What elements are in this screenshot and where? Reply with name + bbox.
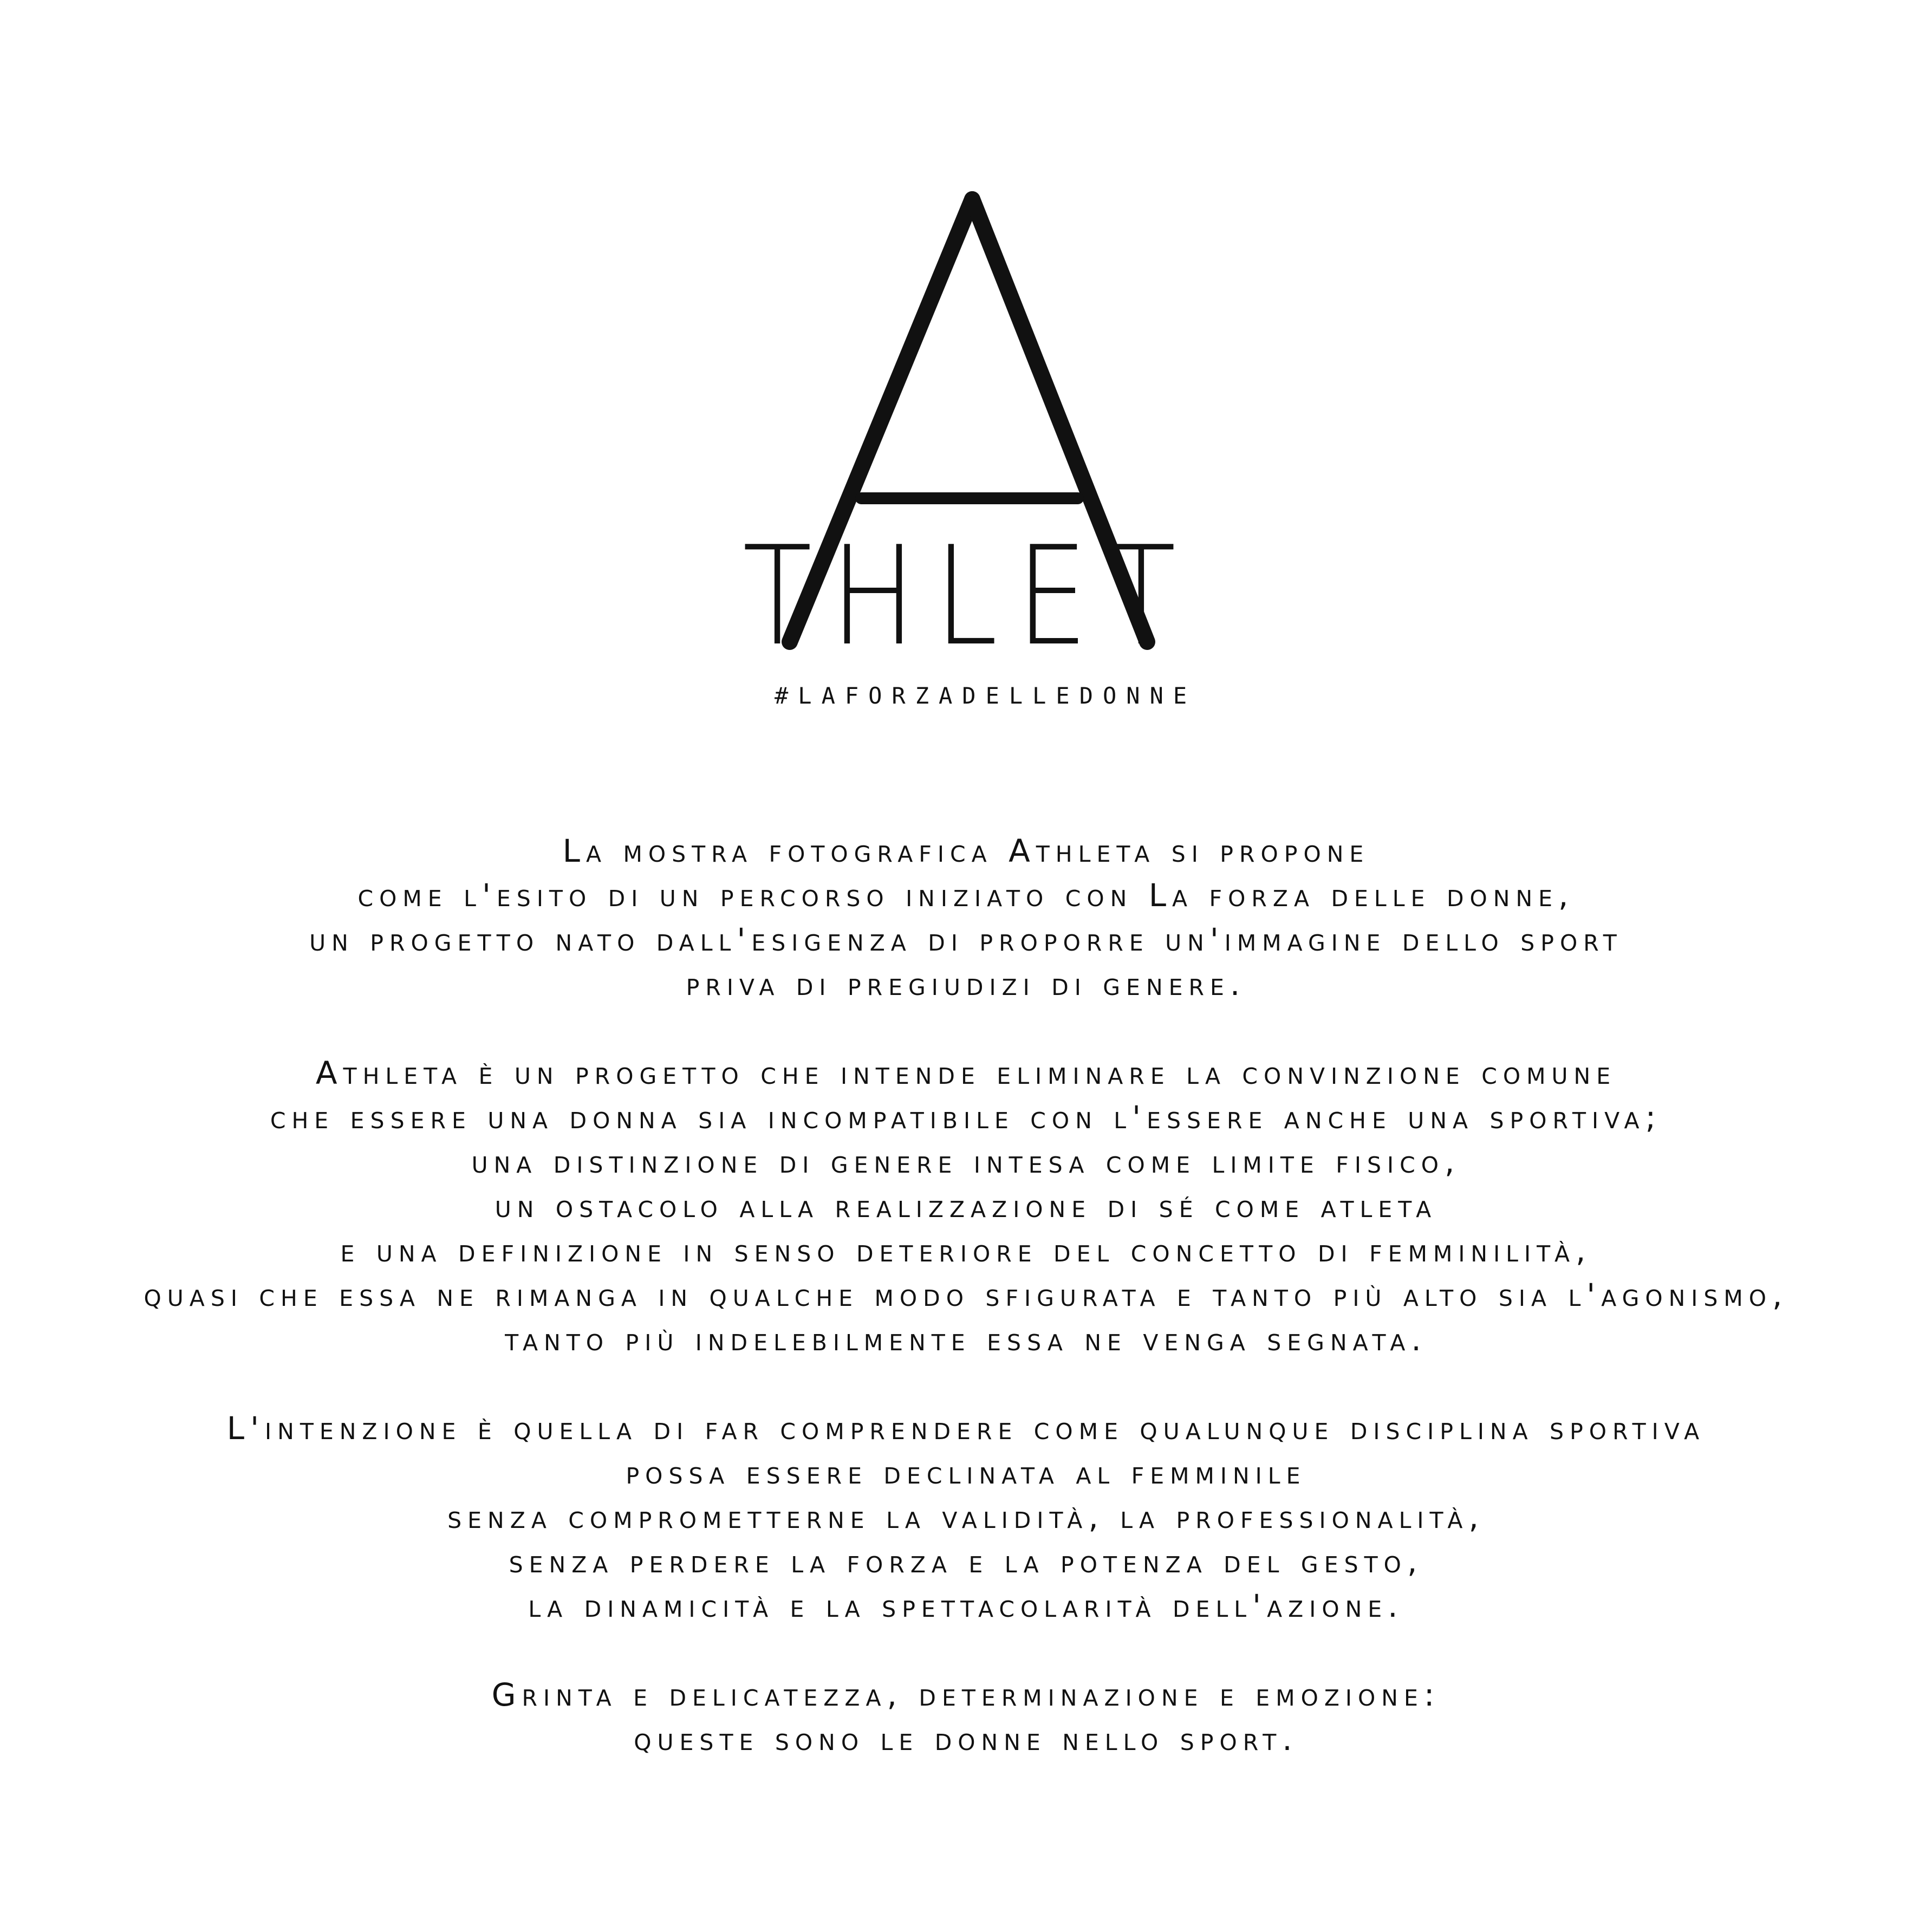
text-line: un progetto nato dall'esigenza di proporre un'immagine dello sport — [309, 921, 1623, 958]
paragraph-intention — [97, 1406, 1835, 1628]
text-line: la dinamicità e la spettacolarità dell'azione. — [528, 1588, 1404, 1624]
text-line: La mostra fotografica Athleta si propone — [562, 832, 1370, 869]
text-line: possa essere declinata al femminile — [626, 1454, 1306, 1491]
text-line: che essere una donna sia incompatibile con l'essere anche una sportiva; — [270, 1099, 1662, 1136]
exhibition-description — [97, 829, 1835, 1806]
text-line: Athleta è un progetto che intende eliminare la convinzione comune — [315, 1055, 1617, 1091]
logo-letters: THLET — [742, 517, 1195, 676]
paragraph-project — [97, 1051, 1835, 1362]
text-line: L'intenzione è quella di far comprendere come qualunque disciplina sportiva — [226, 1410, 1706, 1447]
text-line: senza perdere la forza e la potenza del gesto, — [509, 1543, 1423, 1580]
text-line: come l'esito di un percorso iniziato con La forza delle donne, — [357, 877, 1575, 914]
hashtag: #LAFORZADELLEDONNE — [775, 682, 1197, 709]
text-line: quasi che essa ne rimanga in qualche modo sfigurata e tanto più alto sia l'agonismo, — [144, 1277, 1788, 1313]
athleta-logo-mark — [0, 0, 1932, 758]
text-line: tanto più indelebilmente essa ne venga segnata. — [505, 1321, 1427, 1358]
text-line: una distinzione di genere intesa come limite fisico, — [471, 1143, 1461, 1180]
athleta-logo — [0, 0, 1932, 758]
text-line: senza comprometterne la validità, la professionalità, — [447, 1499, 1485, 1536]
text-line: e una definizione in senso deteriore del concetto di femminilità, — [340, 1232, 1592, 1269]
paragraph-intro — [97, 829, 1835, 1006]
text-line: priva di pregiudizi di genere. — [686, 966, 1246, 1003]
text-line: un ostacolo alla realizzazione di sé come atleta — [495, 1188, 1437, 1225]
text-line: Grinta e delicatezza, determinazione e emozione: — [491, 1676, 1441, 1713]
text-line: queste sono le donne nello sport. — [634, 1721, 1298, 1758]
paragraph-closing — [97, 1673, 1835, 1761]
